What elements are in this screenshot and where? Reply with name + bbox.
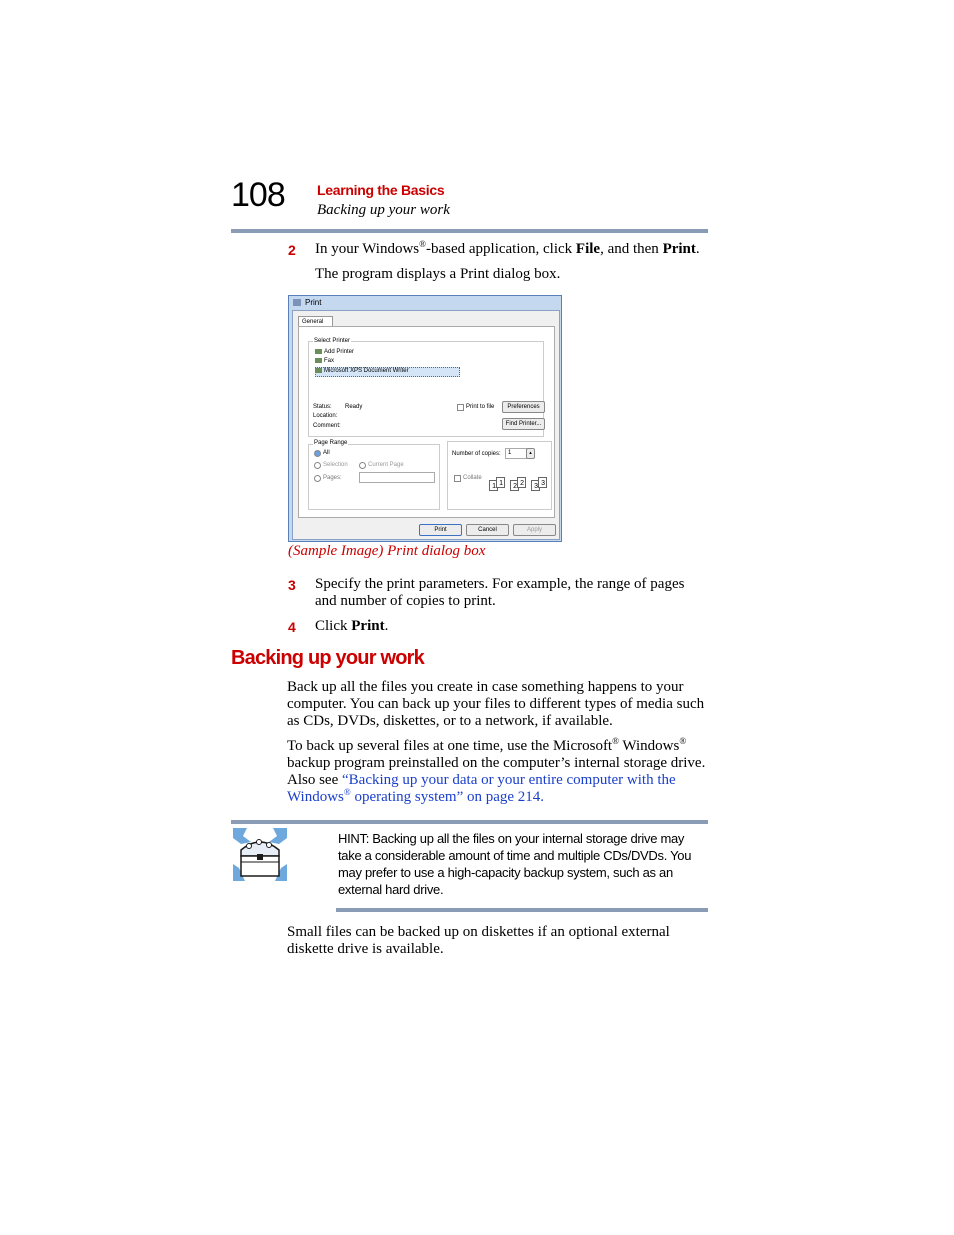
hint-text: HINT: Backing up all the files on your internal storage drive may take a considerable amount of time and multiple CDs/DVDs. You may prefer to use a high-capacity backup system, such as an external hard drive. <box>338 831 692 897</box>
location-label: Location: <box>313 413 338 419</box>
step-number: 4 <box>288 619 296 635</box>
preferences-button[interactable]: Preferences <box>502 401 545 413</box>
cross-reference-link[interactable]: “Backing up your data or your entire computer with the Windows® operating system” on page 214 <box>287 772 676 805</box>
step-number: 2 <box>288 242 296 258</box>
chapter-title: Learning the Basics <box>317 182 445 198</box>
cancel-button[interactable]: Cancel <box>466 524 509 536</box>
pages-label: Pages: <box>323 475 342 481</box>
printer-item[interactable]: Microsoft XPS Document Writer <box>315 368 409 374</box>
collate-page-icon: 1 <box>496 477 505 488</box>
paragraph-diskettes: Small files can be backed up on diskettes if an optional external diskette drive is available. <box>287 924 670 957</box>
step-number: 3 <box>288 577 296 593</box>
tab-general[interactable]: General <box>298 316 333 327</box>
printer-item[interactable]: Fax <box>315 358 334 364</box>
selection-label: Selection <box>323 462 348 468</box>
select-printer-label: Select Printer <box>314 338 351 344</box>
copies-input[interactable]: 1 <box>505 448 527 459</box>
paragraph-backup-several: To back up several files at one time, use the Microsoft® Windows® backup program preinstalled on the computer’s internal storage drive. Also see “Backing up your data or your entire computer with the Windows® operating system” on page 214. <box>287 736 706 805</box>
collate-page-icon: 2 <box>517 477 526 488</box>
printer-icon <box>315 368 322 373</box>
section-heading: Backing up your work <box>231 647 424 669</box>
current-page-label: Current Page <box>368 462 404 468</box>
print-to-file-label: Print to file <box>466 404 495 410</box>
printer-icon <box>293 299 301 306</box>
hint-top-rule <box>231 820 708 824</box>
selection-radio[interactable] <box>314 462 321 469</box>
printer-icon <box>315 349 322 354</box>
collate-page-icon: 2 <box>510 480 519 491</box>
status-label: Status: <box>313 404 332 410</box>
hint-bottom-rule <box>336 908 708 912</box>
dialog-client <box>292 310 560 540</box>
copies-label: Number of copies: <box>452 451 501 457</box>
paragraph-backup-intro: Back up all the files you create in case something happens to your computer. You can back up your files to different types of media such as CDs, DVDs, diskettes, or to a network, if available. <box>287 679 705 729</box>
step-3-text: Specify the print parameters. For example, the range of pages and number of copies to print. <box>315 576 685 609</box>
step-2-result: The program displays a Print dialog box. <box>315 266 561 282</box>
page-number: 108 <box>231 176 285 214</box>
dialog-panel <box>298 326 555 518</box>
copies-spinner[interactable]: ▴ <box>526 448 535 459</box>
print-to-file-checkbox[interactable] <box>457 404 464 411</box>
collate-label: Collate <box>463 475 482 481</box>
printer-item[interactable]: Add Printer <box>315 349 354 355</box>
printer-icon <box>315 358 322 363</box>
page-range-label: Page Range <box>314 440 348 446</box>
status-value: Ready <box>345 404 363 410</box>
header-rule <box>231 229 708 233</box>
dialog-title: Print <box>305 298 322 307</box>
print-dialog-image <box>288 295 562 542</box>
pages-radio[interactable] <box>314 475 321 482</box>
pages-input[interactable] <box>359 472 435 483</box>
step-4-text: Click Print. <box>315 618 389 634</box>
step-2-text: In your Windows®-based application, click File, and then Print. <box>315 239 700 257</box>
print-button[interactable]: Print <box>419 524 462 536</box>
collate-checkbox[interactable] <box>454 475 461 482</box>
all-radio[interactable] <box>314 450 321 457</box>
collate-page-icon: 1 <box>489 480 498 491</box>
all-label: All <box>323 450 330 456</box>
apply-button[interactable]: Apply <box>513 524 556 536</box>
find-printer-button[interactable]: Find Printer... <box>502 418 545 430</box>
collate-page-icon: 3 <box>531 480 540 491</box>
treasure-chest-icon <box>233 828 287 881</box>
figure-caption: (Sample Image) Print dialog box <box>288 543 486 559</box>
comment-label: Comment: <box>313 423 341 429</box>
collate-page-icon: 3 <box>538 477 547 488</box>
current-page-radio[interactable] <box>359 462 366 469</box>
section-subtitle: Backing up your work <box>317 202 450 218</box>
